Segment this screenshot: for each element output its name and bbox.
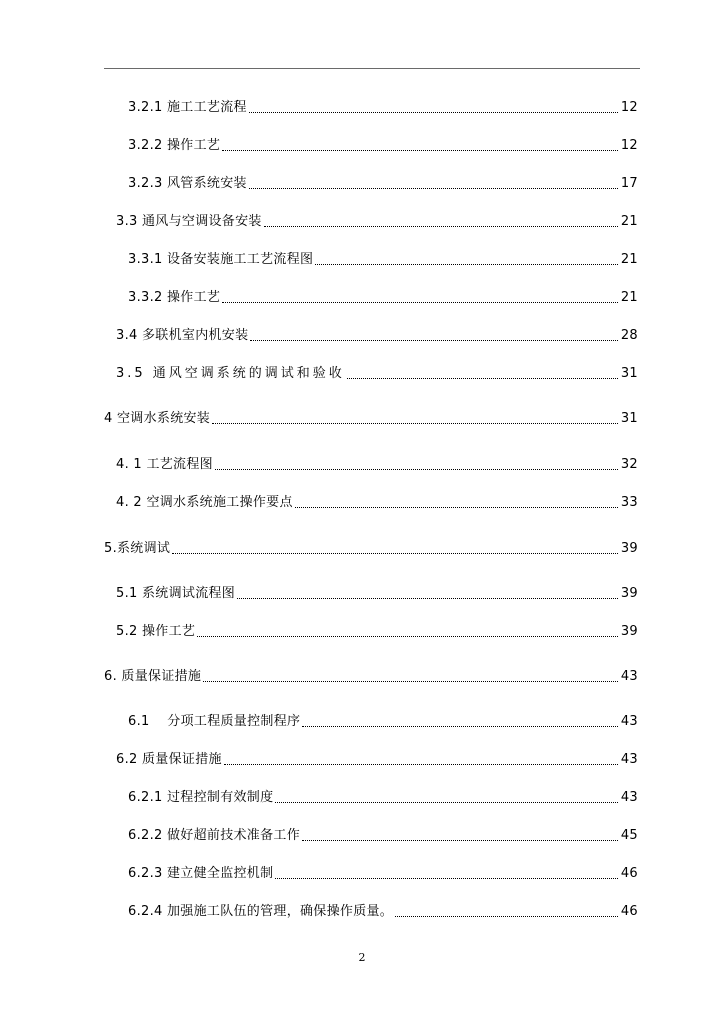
toc-entry-label: 6.2.2 做好超前技术准备工作 [128, 828, 301, 843]
header-rule [104, 68, 640, 69]
toc-entry-page: 21 [620, 290, 638, 305]
toc-entry-page: 12 [620, 138, 638, 153]
toc-entry-page: 39 [620, 624, 638, 639]
toc-leader-dots [275, 877, 617, 879]
toc-entry-label: 4. 2 空调水系统施工操作要点 [116, 495, 293, 510]
toc-entry[interactable] [104, 665, 638, 685]
toc-entry-label: 3.3.1 设备安装施工工艺流程图 [128, 252, 314, 267]
toc-entry[interactable] [128, 134, 638, 154]
toc-entry-label: 6.2 质量保证措施 [116, 752, 222, 767]
toc-entry[interactable] [116, 748, 638, 768]
toc-entry-page: 32 [620, 457, 638, 472]
toc-entry[interactable] [116, 210, 638, 230]
toc-entry[interactable] [128, 786, 638, 806]
toc-entry-page: 31 [620, 411, 638, 426]
toc-entry-page: 33 [620, 495, 638, 510]
toc-entry[interactable] [116, 491, 638, 511]
toc-entry-label: 5.1 系统调试流程图 [116, 586, 236, 601]
toc-entry-page: 45 [620, 828, 638, 843]
toc-leader-dots [203, 680, 618, 682]
toc-entry-label: 4 空调水系统安装 [104, 411, 211, 426]
toc-entry-label: 6.2.3 建立健全监控机制 [128, 866, 274, 881]
toc-entry-label: 3.2.1 施工工艺流程 [128, 100, 247, 115]
toc-entry[interactable] [128, 96, 638, 116]
toc-entry-label: 5.2 操作工艺 [116, 624, 196, 639]
toc-entry[interactable] [128, 824, 638, 844]
toc-entry-page: 21 [620, 214, 638, 229]
toc-entry[interactable] [128, 172, 638, 192]
toc-entry[interactable] [116, 582, 638, 602]
toc-entry-page: 39 [620, 541, 638, 556]
toc-entry[interactable] [116, 324, 638, 344]
toc-entry[interactable] [104, 407, 638, 427]
page-number: 2 [358, 951, 366, 964]
toc-leader-dots [395, 915, 618, 917]
toc-entry-label: 3.3 通风与空调设备安装 [116, 214, 262, 229]
toc-entry[interactable] [128, 900, 638, 920]
toc-leader-dots [302, 839, 618, 841]
toc-leader-dots [215, 468, 618, 470]
toc-entry-label: 6.2.4 加强施工队伍的管理，确保操作质量。 [128, 904, 394, 919]
toc-entry-page: 46 [620, 866, 638, 881]
toc-entry-page: 17 [620, 176, 638, 191]
toc-entry[interactable] [116, 362, 638, 382]
toc-leader-dots [295, 506, 618, 508]
toc-entry-label: 3.2.2 操作工艺 [128, 138, 221, 153]
toc-leader-dots [264, 225, 618, 227]
toc-entry-page: 46 [620, 904, 638, 919]
toc-leader-dots [302, 725, 618, 727]
toc-entry-label: 3.5 通风空调系统的调试和验收 [116, 366, 345, 381]
toc-entry-page: 21 [620, 252, 638, 267]
toc-entry-page: 39 [620, 586, 638, 601]
toc-leader-dots [222, 301, 618, 303]
toc-entry[interactable] [116, 453, 638, 473]
toc-entry[interactable] [104, 537, 638, 557]
toc-leader-dots [224, 763, 618, 765]
toc-leader-dots [315, 263, 618, 265]
toc-entry-page: 43 [620, 790, 638, 805]
toc-entry-label: 6.1 分项工程质量控制程序 [128, 714, 301, 729]
toc-leader-dots [212, 422, 618, 424]
toc-entry[interactable] [128, 248, 638, 268]
toc-entry-label: 3.4 多联机室内机安装 [116, 328, 249, 343]
toc-leader-dots [172, 552, 618, 554]
toc-entry-label: 4. 1 工艺流程图 [116, 457, 213, 472]
toc-entry[interactable] [116, 620, 638, 640]
toc-leader-dots [347, 377, 618, 379]
toc-entry-label: 6. 质量保证措施 [104, 669, 202, 684]
toc-entry-page: 43 [620, 669, 638, 684]
toc-entry-label: 5.系统调试 [104, 541, 171, 556]
toc-leader-dots [249, 111, 618, 113]
toc-entry-label: 6.2.1 过程控制有效制度 [128, 790, 274, 805]
toc-entry-page: 43 [620, 714, 638, 729]
toc-leader-dots [250, 339, 617, 341]
toc-entry[interactable] [128, 286, 638, 306]
toc-leader-dots [237, 597, 618, 599]
toc-entry[interactable] [128, 862, 638, 882]
toc-entry-page: 43 [620, 752, 638, 767]
toc-entry-page: 28 [620, 328, 638, 343]
toc-entry-label: 3.2.3 风管系统安装 [128, 176, 247, 191]
toc-entry[interactable] [128, 710, 638, 730]
toc-entry-page: 31 [620, 366, 638, 381]
toc-entry-label: 3.3.2 操作工艺 [128, 290, 221, 305]
toc-entry-page: 12 [620, 100, 638, 115]
toc-leader-dots [249, 187, 618, 189]
toc-leader-dots [275, 801, 617, 803]
toc-leader-dots [197, 635, 618, 637]
toc-leader-dots [222, 149, 618, 151]
